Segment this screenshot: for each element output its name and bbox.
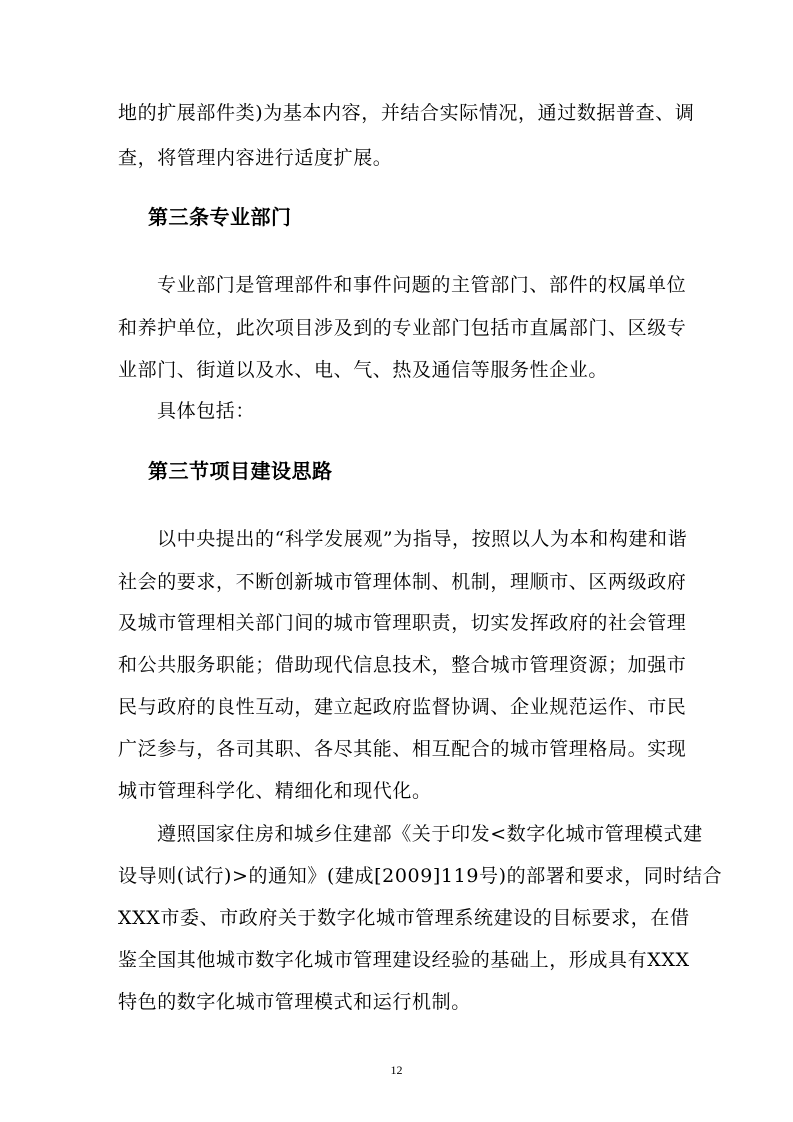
intro-line-2: 查，将管理内容进行适度扩展。	[118, 147, 393, 169]
section-3-p1-line-5: 民与政府的良性互动，建立起政府监督协调、企业规范运作、市民	[118, 696, 687, 718]
section-3-p1-line-2: 社会的要求，不断创新城市管理体制、机制，理顺市、区两级政府	[118, 571, 687, 593]
section-3-p1-line-3: 及城市管理相关部门间的城市管理职责，切实发挥政府的社会管理	[118, 612, 687, 634]
section-3-heading: 第三节项目建设思路	[148, 459, 333, 483]
page-number: 12	[390, 1063, 403, 1077]
section-3-p2-line-4: 鉴全国其他城市数字化城市管理建设经验的基础上，形成具有XXX	[118, 949, 690, 971]
section-3-p1-line-6: 广泛参与，各司其职、各尽其能、相互配合的城市管理格局。实现	[118, 738, 687, 760]
section-3-p2-line-3: XXX市委、市政府关于数字化城市管理系统建设的目标要求，在借	[118, 907, 690, 929]
article-3-line-2: 和养护单位，此次项目涉及到的专业部门包括市直属部门、区级专	[118, 317, 687, 339]
article-3-line-1: 专业部门是管理部件和事件问题的主管部门、部件的权属单位	[157, 274, 687, 296]
article-3-line-3: 业部门、街道以及水、电、气、热及通信等服务性企业。	[118, 359, 609, 381]
article-3-include-line: 具体包括：	[157, 400, 256, 422]
section-3-p2-line-5: 特色的数字化城市管理模式和运行机制。	[118, 991, 471, 1013]
section-3-p1-line-1: 以中央提出的“科学发展观”为指导，按照以人为本和构建和谐	[157, 528, 688, 550]
intro-line-1: 地的扩展部件类)为基本内容，并结合实际情况，通过数据普查、调	[118, 102, 695, 124]
section-3-p2-line-1: 遵照国家住房和城乡住建部《关于印发<数字化城市管理模式建	[157, 823, 703, 845]
article-3-heading: 第三条专业部门	[148, 205, 292, 229]
section-3-p1-line-7: 城市管理科学化、精细化和现代化。	[118, 780, 432, 802]
section-3-p2-line-2: 设导则(试行)>的通知》(建成[2009]119号)的部署和要求，同时结合	[118, 865, 723, 887]
section-3-p1-line-4: 和公共服务职能；借助现代信息技术，整合城市管理资源；加强市	[118, 654, 687, 676]
